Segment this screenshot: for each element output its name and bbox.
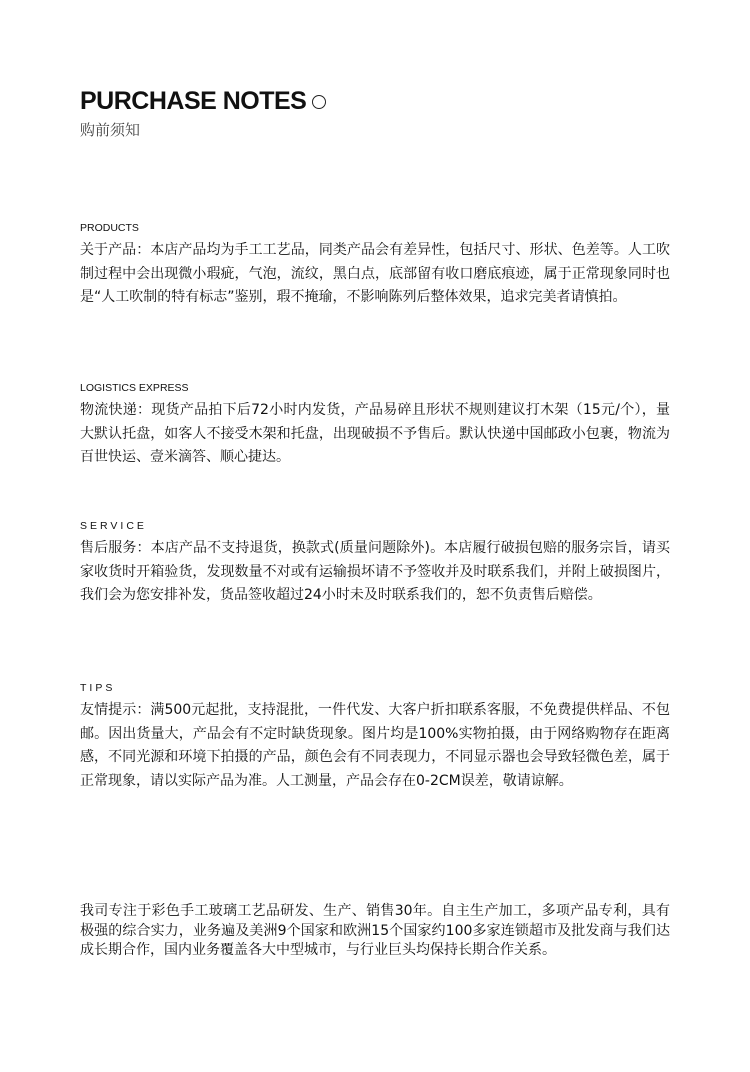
company-intro-text: 我司专注于彩色手工玻璃工艺品研发、生产、销售30年。自主生产加工，多项产品专利，具有极强的综合实力，业务遍及美洲9个国家和欧洲15个国家约100多家连锁超市及批发商与我们达成长期合作，国内业务覆盖各大中型城市，与行业巨头均保持长期合作关系。	[80, 903, 670, 958]
page-subtitle: 购前须知	[80, 121, 141, 139]
section-service	[80, 519, 670, 608]
section-body-service: 售后服务：本店产品不支持退货，换款式(质量问题除外)。本店履行破损包赔的服务宗旨，请买家收货时开箱验货，发现数量不对或有运输损坏请不予签收并及时联系我们，并附上破损图片，我们会为您安排补发，货品签收超过24小时未及时联系我们的，恕不负责售后赔偿。	[80, 540, 670, 603]
section-tips	[80, 681, 670, 793]
section-body-logistics: 物流快递：现货产品拍下后72小时内发货，产品易碎且形状不规则建议打木架（15元/个），量大默认托盘，如客人不接受木架和托盘，出现破损不予售后。默认快递中国邮政小包裹，物流为百世快运、壹米滴答、顺心捷达。	[80, 402, 670, 465]
section-label-products: PRODUCTS	[80, 222, 139, 234]
section-label-tips: TIPS	[80, 682, 116, 694]
section-body-products: 关于产品：本店产品均为手工工艺品，同类产品会有差异性，包括尺寸、形状、色差等。人工吹制过程中会出现微小瑕疵，气泡，流纹，黑白点，底部留有收口磨底痕迹，属于正常现象同时也是“人工吹制的特有标志”鉴别，瑕不掩瑜，不影响陈列后整体效果，追求完美者请慎拍。	[80, 242, 670, 305]
section-label-logistics: LOGISTICS EXPRESS	[80, 382, 189, 394]
section-label-service: SERVICE	[80, 520, 147, 532]
circle-icon	[312, 95, 326, 109]
section-products	[80, 221, 670, 310]
section-logistics	[80, 381, 670, 470]
title-row	[80, 86, 326, 116]
company-intro	[80, 902, 670, 961]
page-header	[80, 86, 326, 140]
page-title: PURCHASE NOTES	[80, 87, 307, 115]
section-body-tips: 友情提示：满500元起批，支持混批，一件代发、大客户折扣联系客服，不免费提供样品、不包邮。因出货量大，产品会有不定时缺货现象。图片均是100%实物拍摄，由于网络购物存在距离感，不同光源和环境下拍摄的产品，颜色会有不同表现力，不同显示器也会导致轻微色差，属于正常现象，请以实际产品为准。人工测量，产品会存在0-2CM误差，敬请谅解。	[80, 702, 670, 789]
